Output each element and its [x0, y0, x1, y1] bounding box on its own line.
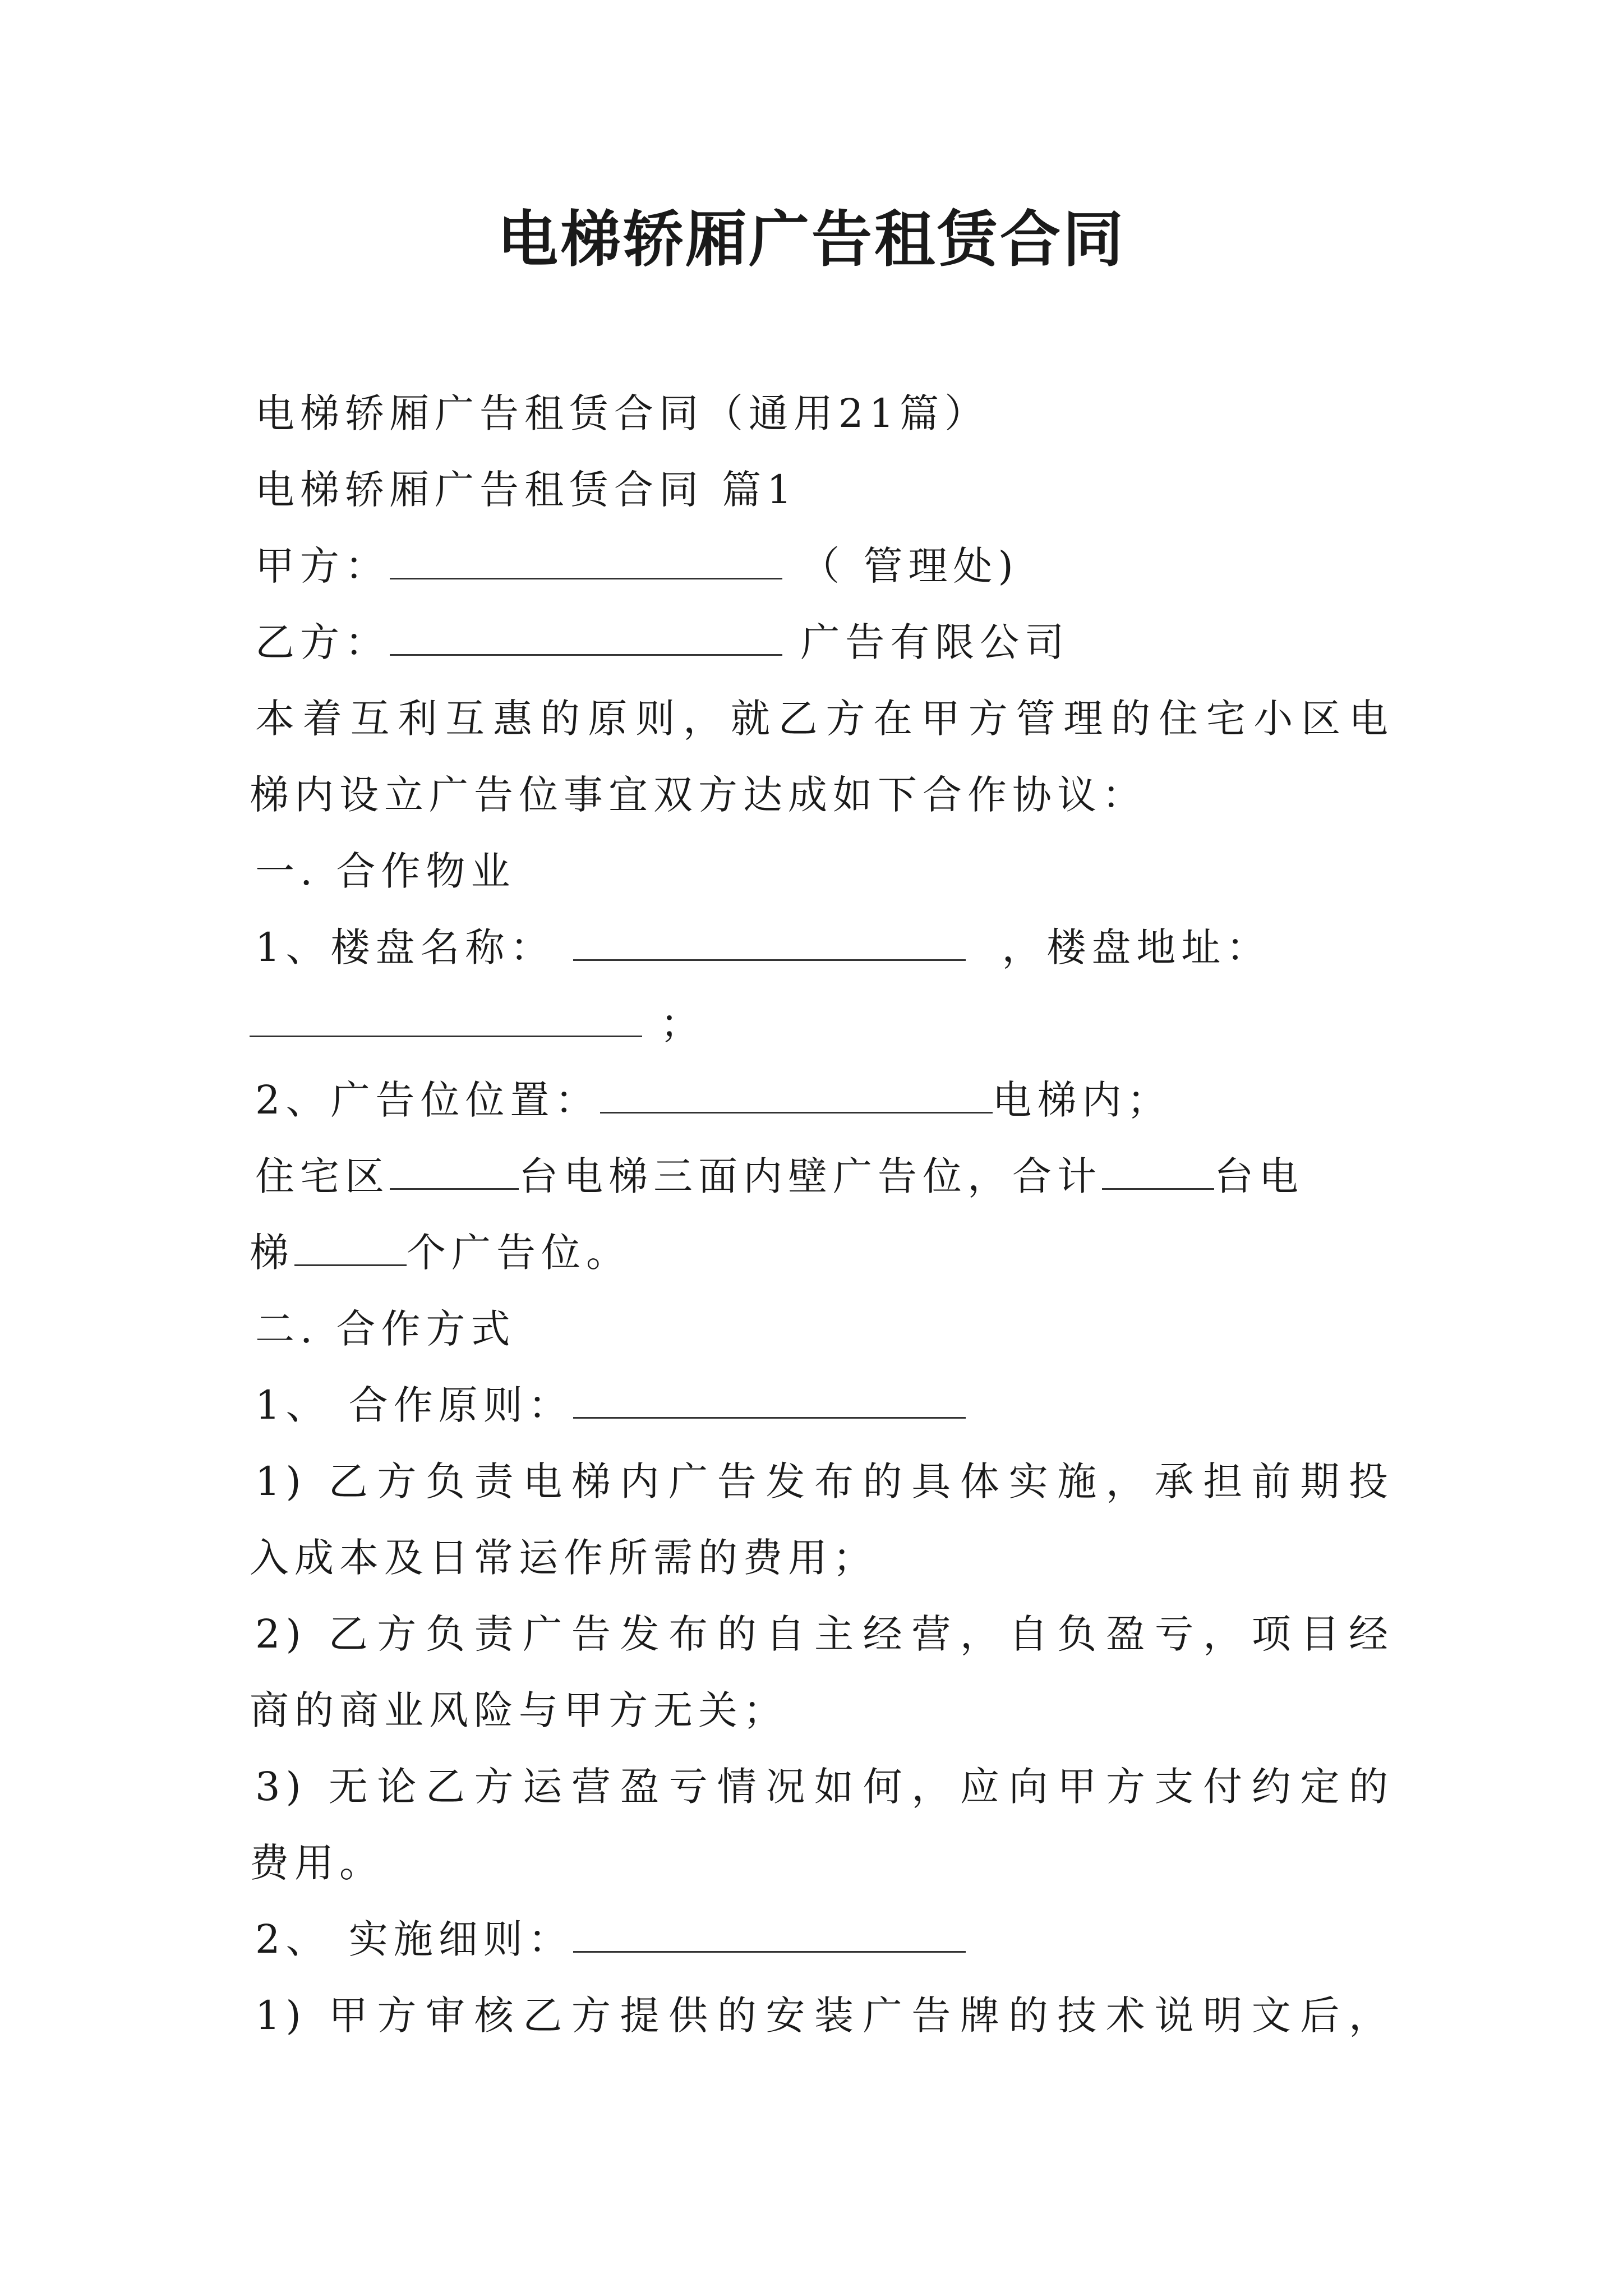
party-b-blank — [390, 618, 782, 656]
ad-position-label: 2、广告位位置： — [255, 1077, 600, 1123]
semicolon: ； — [660, 1001, 706, 1047]
text-segment: 台电 — [1214, 1153, 1304, 1199]
section-heading: 一. 合作物业 — [255, 848, 516, 894]
paragraph-line: 费用。 — [250, 1840, 384, 1886]
elevator-count-line — [255, 1145, 1394, 1207]
ad-count-blank — [294, 1228, 407, 1266]
paragraph-line: 梯内设立广告位事宜双方达成如下合作协议： — [250, 772, 1147, 818]
details-line — [255, 1908, 1394, 1970]
principle-line — [255, 1374, 1394, 1436]
principle-blank — [573, 1381, 966, 1419]
party-a-line — [255, 535, 1394, 597]
party-a-label: 甲方： — [255, 543, 390, 589]
property-address-label: ，楼盘地址： — [1002, 924, 1271, 970]
article-heading: 电梯轿厢广告租赁合同 篇1 — [255, 467, 797, 513]
elevator-count-line-cont — [250, 1222, 1388, 1283]
principle-label: 1、 合作原则： — [255, 1382, 573, 1428]
text-segment: 梯 — [250, 1230, 294, 1276]
party-a-blank — [390, 542, 782, 579]
elevator-count-blank — [390, 1152, 519, 1190]
paragraph-line: 商的商业风险与甲方无关； — [250, 1687, 788, 1733]
text-segment: 个广告位。 — [407, 1230, 631, 1276]
ad-position-suffix: 电梯内； — [992, 1077, 1172, 1123]
party-b-line — [255, 611, 1394, 673]
party-b-suffix: 广告有限公司 — [800, 619, 1070, 665]
address-line — [250, 993, 1388, 1055]
document-title: 电梯轿厢广告租赁合同 — [497, 204, 1126, 275]
paragraph-line: 入成本及日常运作所需的费用； — [250, 1535, 878, 1581]
details-label: 2、 实施细则： — [255, 1916, 573, 1962]
subtitle-line: 电梯轿厢广告租赁合同（通用21篇） — [255, 390, 990, 436]
text-segment: 住宅区 — [255, 1153, 390, 1199]
paragraph-line: 本着互利互惠的原则，就乙方在甲方管理的住宅小区电 — [255, 696, 1394, 742]
property-line — [255, 917, 1394, 978]
property-name-label: 1、楼盘名称： — [255, 924, 555, 970]
details-blank — [573, 1915, 966, 1953]
party-b-label: 乙方： — [255, 619, 390, 665]
party-a-suffix: （ 管理处) — [800, 543, 1019, 589]
text-segment: 台电梯三面内壁广告位，合计 — [519, 1153, 1102, 1199]
paragraph-line: 1) 乙方负责电梯内广告发布的具体实施，承担前期投 — [255, 1458, 1394, 1504]
paragraph-line: 3) 无论乙方运营盈亏情况如何，应向甲方支付约定的 — [255, 1764, 1394, 1810]
paragraph-line: 2) 乙方负责广告发布的自主经营，自负盈亏，项目经 — [255, 1611, 1394, 1657]
paragraph-line: 1) 甲方审核乙方提供的安装广告牌的技术说明文后， — [255, 1993, 1394, 2039]
total-count-blank — [1102, 1152, 1214, 1190]
property-name-blank — [573, 923, 966, 961]
ad-position-blank — [600, 1076, 993, 1114]
property-address-blank — [250, 1000, 642, 1037]
section-heading: 二. 合作方式 — [255, 1306, 516, 1352]
ad-position-line — [255, 1069, 1394, 1131]
